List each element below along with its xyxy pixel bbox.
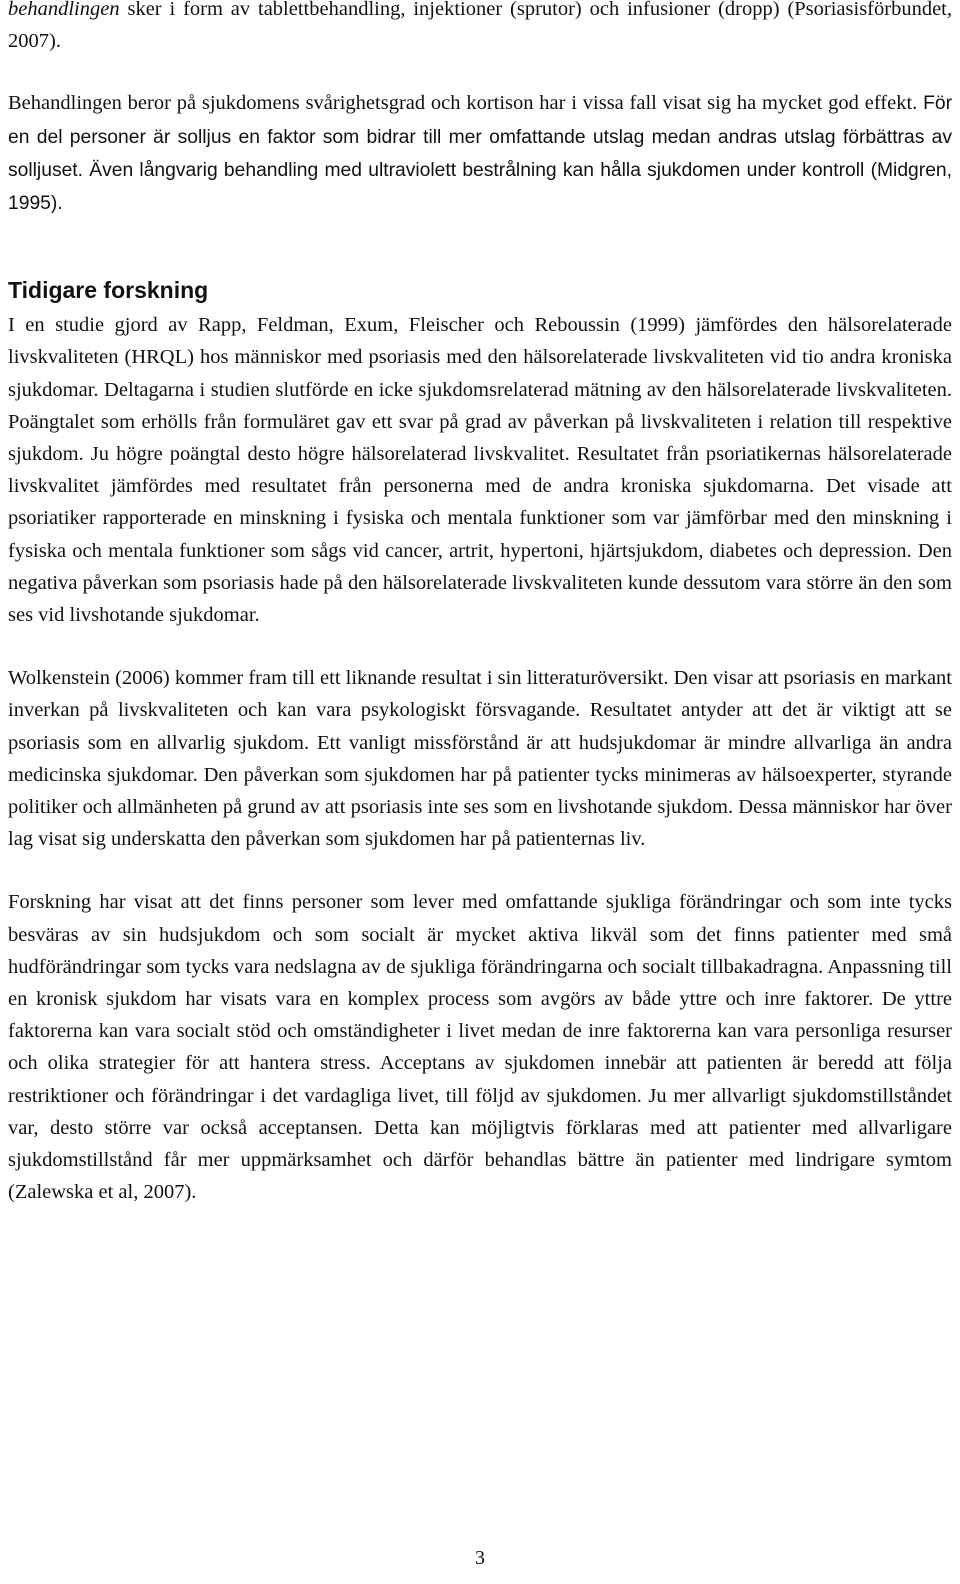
section-heading: Tidigare forskning bbox=[8, 277, 209, 304]
research-paragraph: Forskning har visat att det finns personer som lever med omfattande sjukliga förändringar och som inte tycks besväras av sin hudsjukdom och som socialt är mycket aktiva likväl som det finns patienter med små hudförändringar som tycks vara nedslagna av de sjukliga förändringarna och socialt tillbakadragna. Anpassning till en kronisk sjukdom har visats vara en komplex process som avgörs av både yttre och inre faktorer. De yttre faktorerna kan vara socialt stöd och omständigheter i livet medan de inre faktorerna kan vara personliga resurser och olika strategier för att hantera stress. Acceptans av sjukdomen innebär att patienten är beredd att följa restriktioner och förändringar i det vardagliga livet, till följd av sjukdomen. Ju mer allvarligt sjukdomstillståndet var, desto större var också acceptansen. Detta kan möjligtvis förklaras med att patienter med allvarligare sjukdomstillstånd får mer uppmärksamhet och därför behandlas bättre än patienter med lindrigare symtom (Zalewska et al, 2007). bbox=[8, 891, 952, 1204]
intro-text: sker i form av tablettbehandling, injektioner (sprutor) och infusioner (dropp) (Psoriasisförbundet, 2007). bbox=[8, 0, 952, 53]
intro-paragraph bbox=[8, 0, 952, 57]
document-page bbox=[8, 0, 952, 1584]
wolkenstein-paragraph: Wolkenstein (2006) kommer fram till ett liknande resultat i sin litteraturöversikt. Den visar att psoriasis en markant inverkan på livskvaliteten och kan vara psykologiskt försvagande. Resultatet antyder att det är viktigt att se psoriasis som en allvarlig sjukdom. Ett vanligt missförstånd är att hudsjukdomar är mindre allvarliga än andra medicinska sjukdomar. Den påverkan som sjukdomen har på patienter tycks minimeras av hälsoexperter, styrande politiker och allmänheten på grund av att psoriasis inte ses som en livshotande sjukdom. Dessa människor har över lag visat sig underskatta den påverkan som sjukdomen har på patienternas liv. bbox=[8, 667, 952, 851]
treatment-paragraph bbox=[8, 87, 952, 220]
page-number: 3 bbox=[475, 1547, 485, 1569]
treatment-text-sans: För en del personer är solljus en faktor som bidrar till mer omfattande utslag medan andras utslag förbättras av solljuset. Även långvarig behandling med ultraviolett bestrålning kan hålla sjukdomen under kontroll (Midgren, 1995). bbox=[8, 93, 952, 215]
intro-italic-word: behandlingen bbox=[8, 0, 120, 20]
rapp-study-paragraph: I en studie gjord av Rapp, Feldman, Exum, Fleischer och Reboussin (1999) jämfördes den hälsorelaterade livskvaliteten (HRQL) hos människor med psoriasis med den hälsorelaterade livskvaliteten vid tio andra kroniska sjukdomar. Deltagarna i studien slutförde en icke sjukdomsrelaterad mätning av den hälsorelaterade livskvaliteten. Poängtalet som erhölls från formuläret gav ett svar på grad av påverkan på livskvaliteten i relation till respektive sjukdom. Ju högre poängtal desto högre hälsorelaterad livskvalitet. Resultatet från psoriatikernas hälsorelaterade livskvalitet jämfördes med resultatet från personerna med de andra kroniska sjukdomarna. Det visade att psoriatiker rapporterade en minskning i fysiska och mentala funktioner som var jämförbar med den minskning i fysiska och mentala funktioner som sågs vid cancer, artrit, hypertoni, hjärtsjukdom, diabetes och depression. Den negativa påverkan som psoriasis hade på den hälsorelaterade livskvaliteten kunde dessutom vara större än den som ses vid livshotande sjukdomar. bbox=[8, 314, 952, 627]
treatment-text-serif: Behandlingen beror på sjukdomens svårighetsgrad och kortison har i vissa fall visat sig ha mycket god effekt. bbox=[8, 92, 924, 115]
